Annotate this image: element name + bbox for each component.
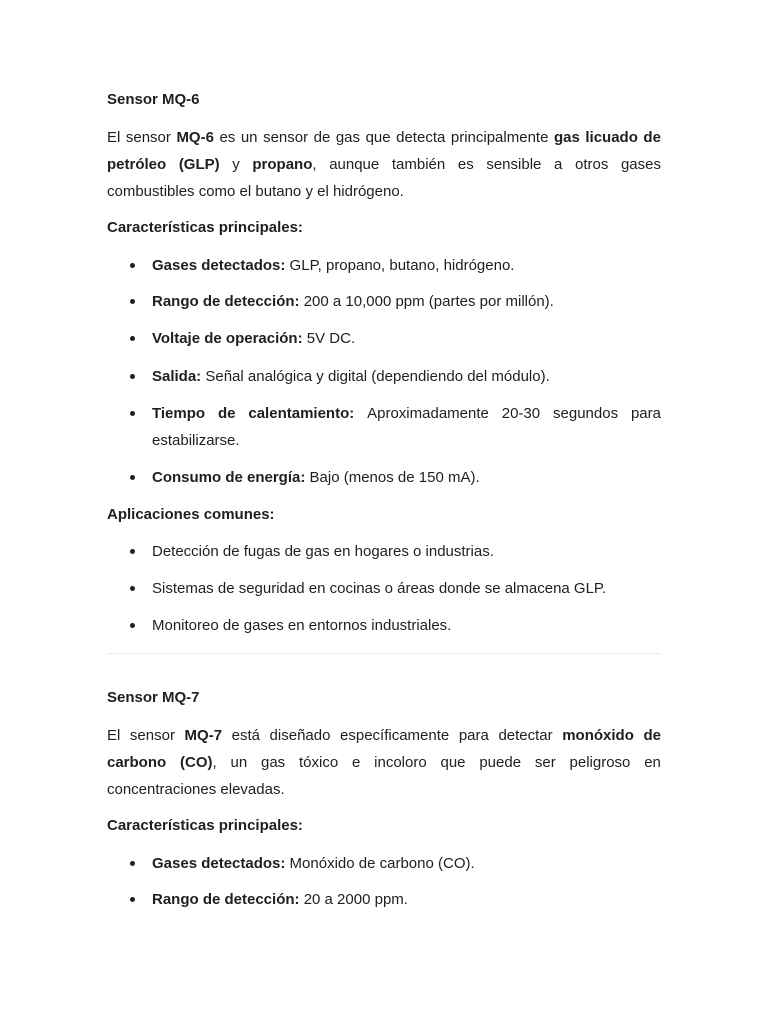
mq6-intro-line-1: El sensor MQ-6 es un sensor de gas que detecta principalmente gas licuado de <box>107 129 661 146</box>
mq6-features-heading: Características principales: <box>107 219 303 236</box>
bullet-icon <box>130 299 135 304</box>
bullet-icon <box>130 411 135 416</box>
mq6-intro-line-3: combustibles como el butano y el hidrógeno. <box>107 183 404 200</box>
bullet-icon <box>130 586 135 591</box>
bullet-icon <box>130 475 135 480</box>
bullet-icon <box>130 861 135 866</box>
mq6-intro-line-2: petróleo (GLP) y propano, aunque también es sensible a otros gases <box>107 156 661 173</box>
bullet-icon <box>130 623 135 628</box>
bullet-icon <box>130 549 135 554</box>
mq7-intro-paragraph <box>107 722 661 803</box>
bullet-icon <box>130 263 135 268</box>
bullet-icon <box>130 336 135 341</box>
mq7-features-heading: Características principales: <box>107 817 303 834</box>
mq6-intro-paragraph <box>107 124 661 205</box>
section-title-mq6: Sensor MQ-6 <box>107 91 200 108</box>
bullet-icon <box>130 897 135 902</box>
mq7-intro-line-1: El sensor MQ-7 está diseñado específicamente para detectar monóxido de <box>107 727 661 744</box>
mq7-intro-line-2: carbono (CO), un gas tóxico e incoloro que puede ser peligroso en <box>107 754 661 771</box>
mq7-intro-line-3: concentraciones elevadas. <box>107 781 285 798</box>
section-divider <box>107 653 661 654</box>
bullet-icon <box>130 374 135 379</box>
section-title-mq7: Sensor MQ-7 <box>107 689 200 706</box>
mq6-apps-heading: Aplicaciones comunes: <box>107 506 275 523</box>
